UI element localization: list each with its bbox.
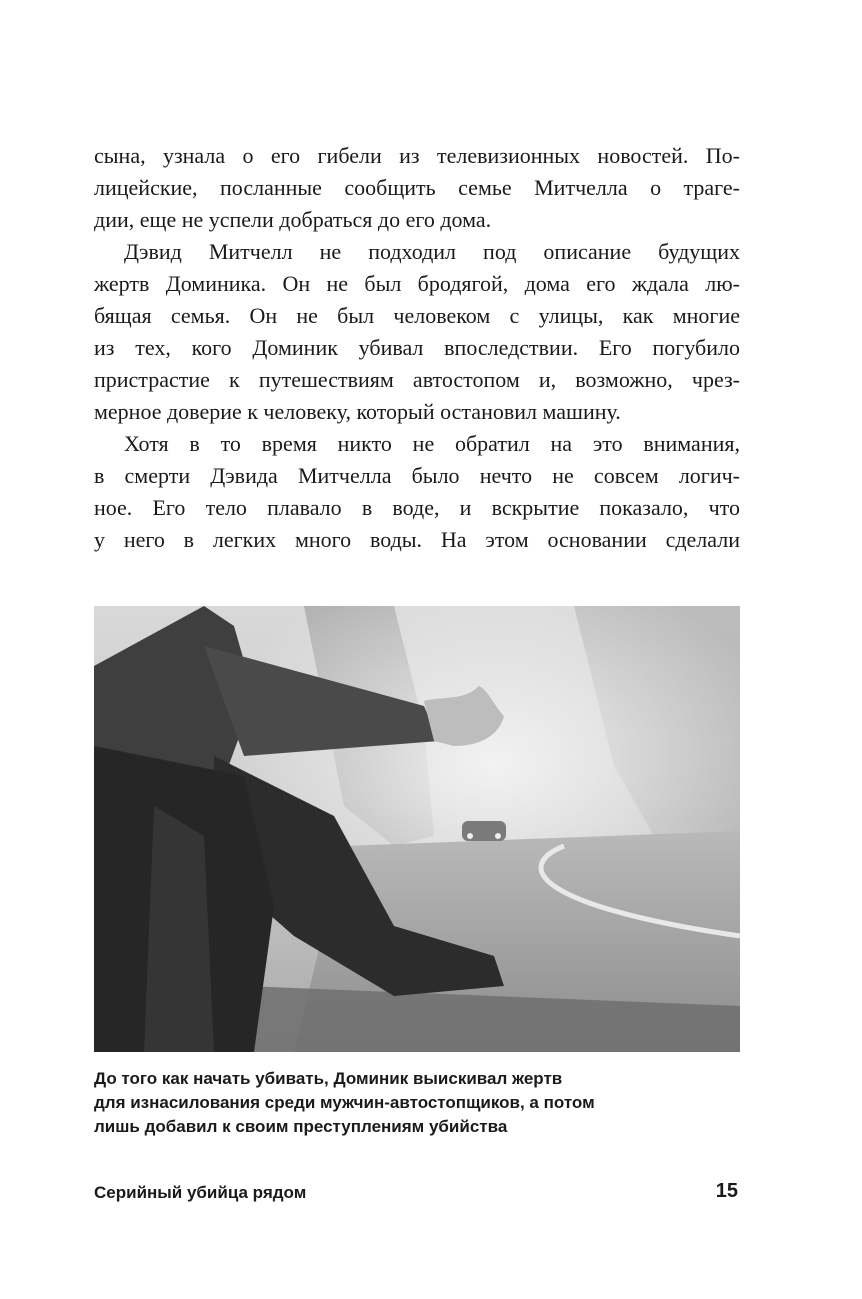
text-line: мерное доверие к человеку, который остановил машину. [94,399,621,424]
paragraph-2 [94,236,740,428]
text-line: дии, еще не успели добраться до его дома. [94,207,492,232]
caption-line: До того как начать убивать, Доминик выискивал жертв [94,1069,563,1088]
body-text [94,140,740,556]
text-line: из тех, кого Доминик убивал впоследствии. Его погубило [94,335,740,360]
caption-line: лишь добавил к своим преступлениям убийства [94,1117,508,1136]
text-line: у него в легких много воды. На этом основании сделали [94,527,740,552]
text-line: Дэвид Митчелл не подходил под описание будущих [124,239,740,264]
text-line: ное. Его тело плавало в воде, и вскрытие показало, что [94,495,740,520]
paragraph-1 [94,140,740,236]
text-line: бящая семья. Он не был человеком с улицы, как многие [94,303,740,328]
text-line: сына, узнала о его гибели из телевизионных новостей. По- [94,143,740,168]
running-footer-title: Серийный убийца рядом [94,1183,307,1202]
text-line: пристрастие к путешествиям автостопом и, возможно, чрез- [94,367,740,392]
caption-line: для изнасилования среди мужчин-автостопщиков, а потом [94,1093,595,1112]
paragraph-3 [94,428,740,556]
text-line: жертв Доминика. Он не был бродягой, дома его ждала лю- [94,271,740,296]
text-line: лицейские, посланные сообщить семье Митчелла о траге- [94,175,740,200]
hitchhiker-photo-illustration [94,606,740,1052]
hitchhiker-photo [94,606,740,1052]
photo-caption [94,1067,740,1139]
page-number: 15 [715,1180,738,1202]
text-line: в смерти Дэвида Митчелла было нечто не совсем логич- [94,463,740,488]
text-line: Хотя в то время никто не обратил на это внимания, [124,431,740,456]
